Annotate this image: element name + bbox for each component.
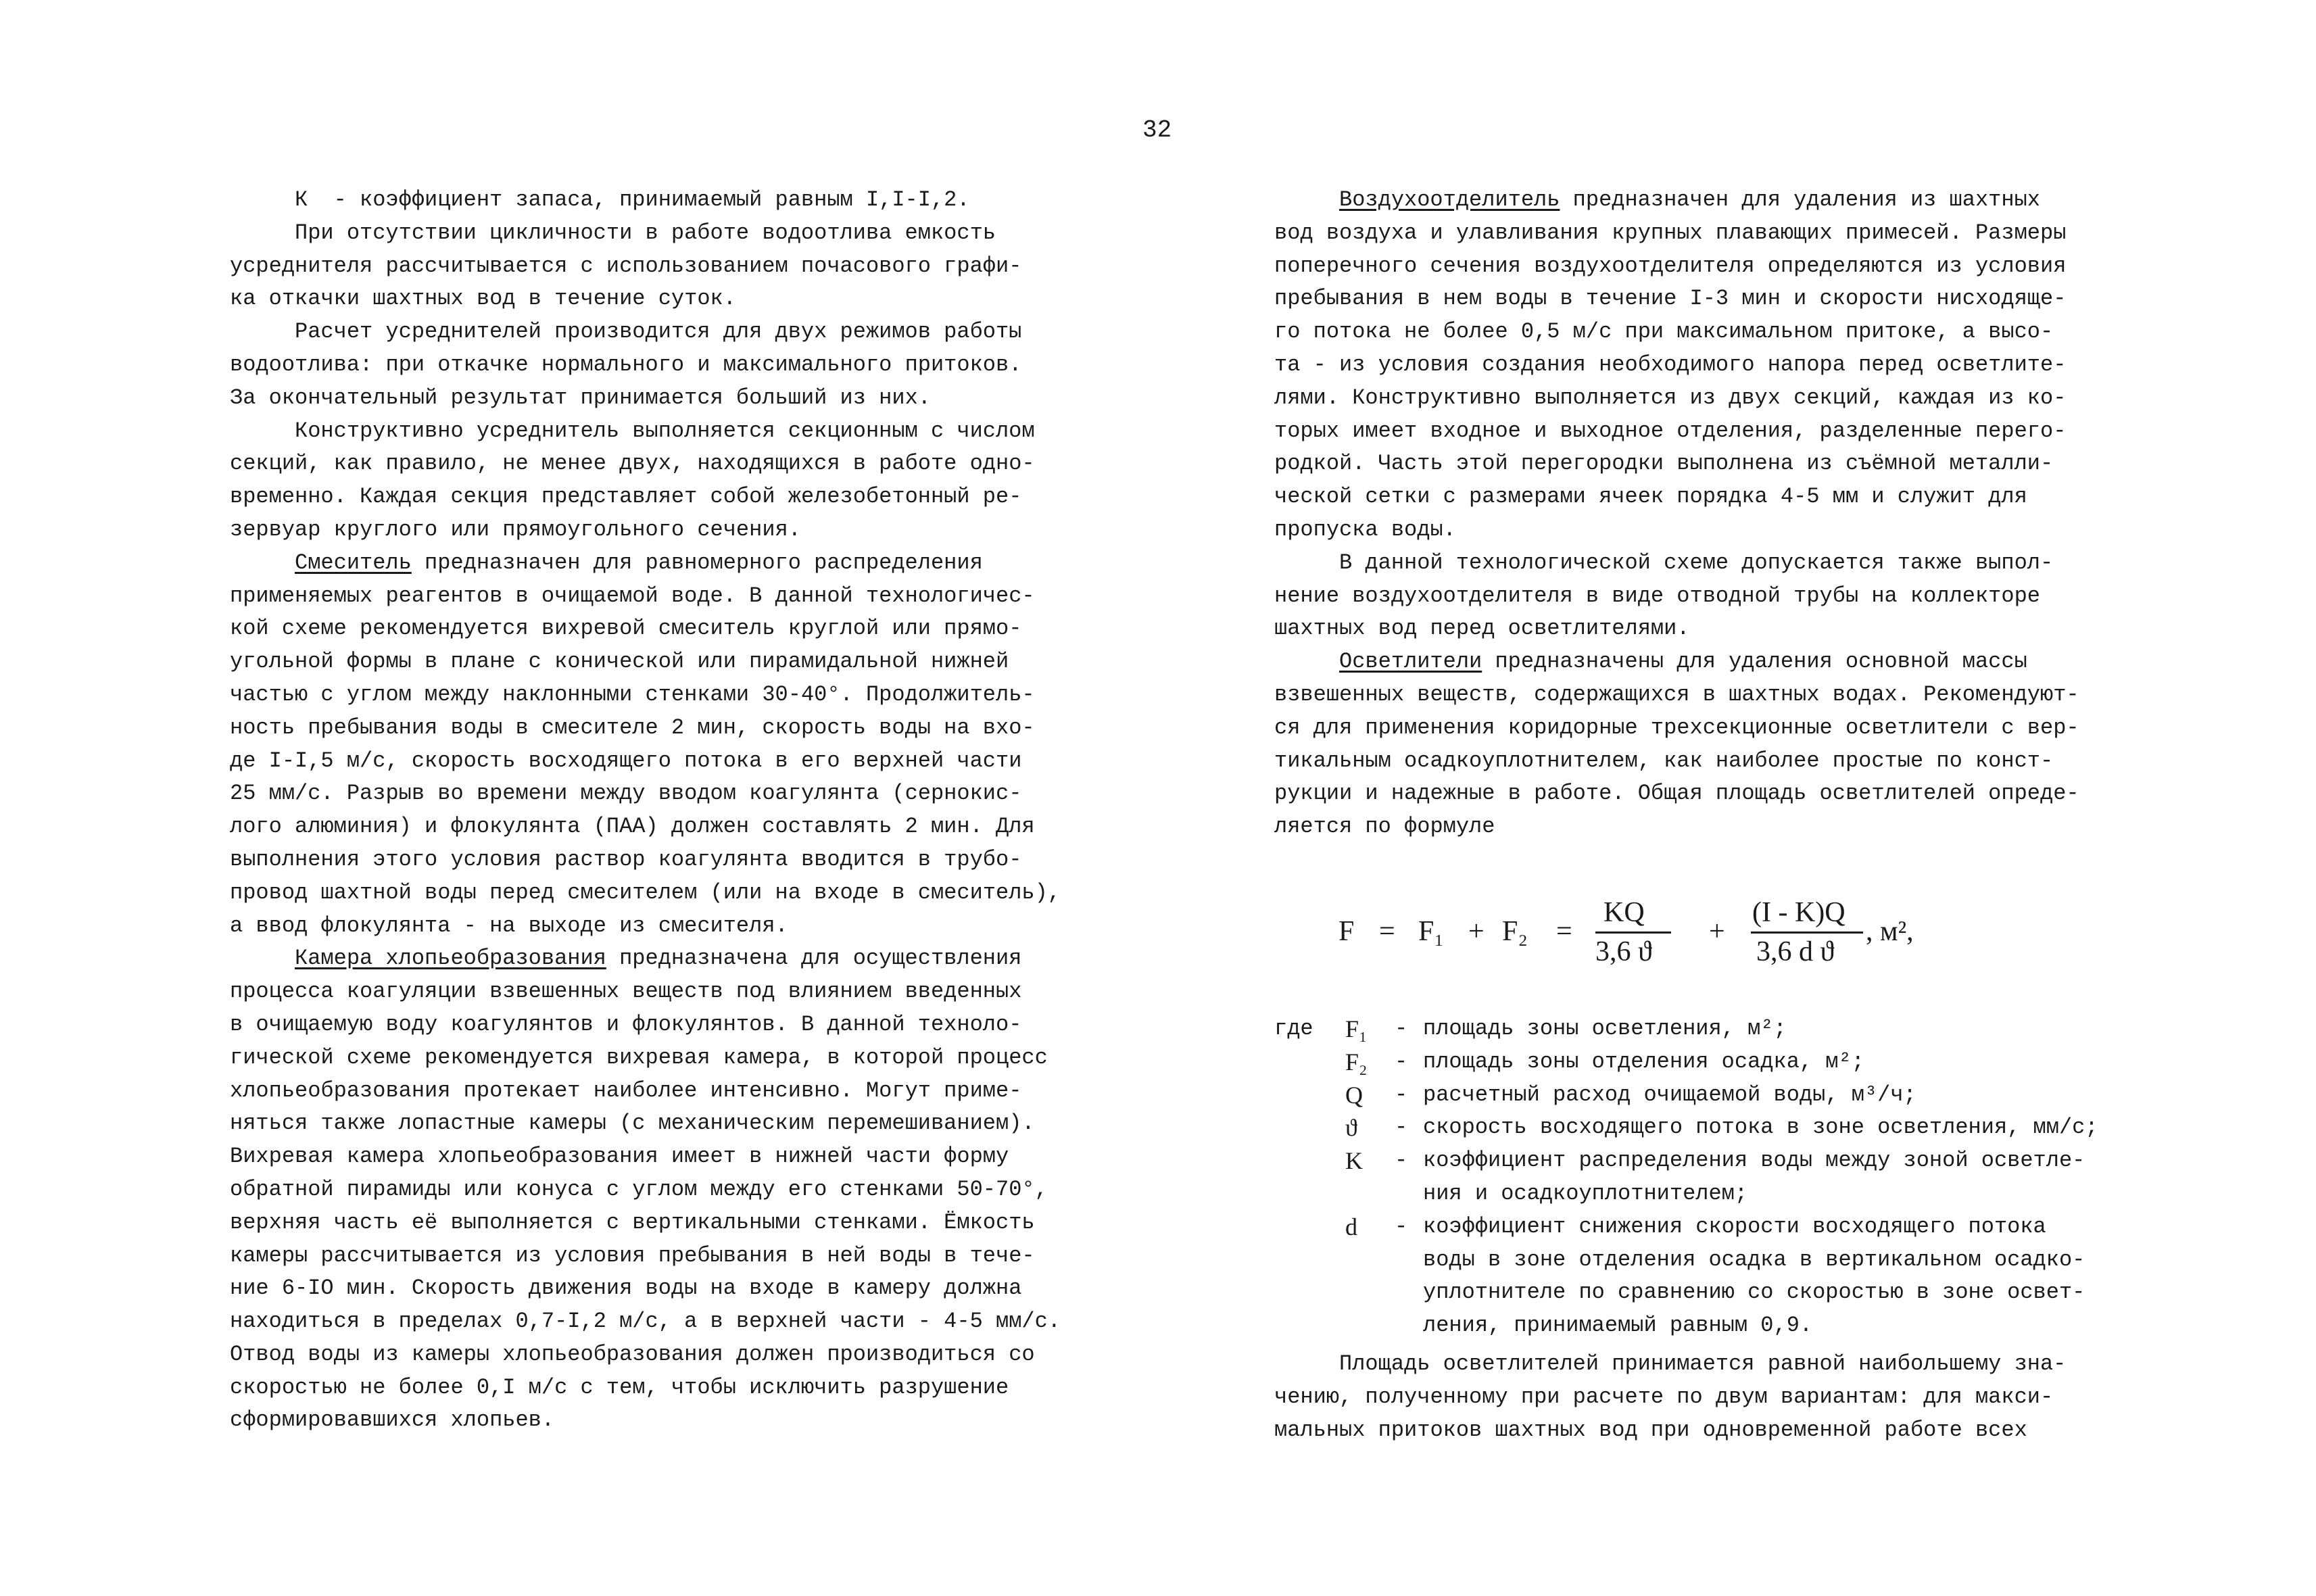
where-item <box>1274 1013 2153 1046</box>
where-item <box>1274 1144 2153 1178</box>
text-line <box>230 1338 1102 1372</box>
line-text: хлопьеобразования протекает наиболее интенсивно. Могут приме- <box>230 1078 1022 1103</box>
line-text: ние 6-IO мин. Скорость движения воды на входе в камеру должна <box>230 1276 1022 1301</box>
where-list <box>1274 1013 2153 1343</box>
text-line <box>1274 580 2150 613</box>
text-line <box>1274 283 2150 316</box>
where-item <box>1274 1244 2153 1277</box>
term-heading: Камера хлопьеобразования <box>295 946 606 971</box>
text-line <box>230 745 1102 778</box>
line-text: лого алюминия) и флокулянта (ПАА) должен составлять 2 мин. Для <box>230 814 1035 840</box>
text-line <box>230 1372 1102 1405</box>
formula-eq1: = <box>1379 916 1395 947</box>
where-definition: воды в зоне отделения осадка в вертикальном осадко- <box>1423 1247 2085 1272</box>
where-definition: площадь зоны осветления, м²; <box>1423 1016 1787 1041</box>
text-line <box>1274 745 2150 778</box>
line-text: предназначена для осуществления <box>606 946 1022 971</box>
line-text: обратной пирамиды или конуса с углом между его стенками 50-70°, <box>230 1176 1048 1202</box>
line-text: временно. Каждая секция представляет собой железобетонный ре- <box>230 484 1022 510</box>
line-text: выполнения этого условия раствор коагулянта вводится в трубо- <box>230 846 1022 872</box>
text-line <box>1274 250 2150 283</box>
where-symbol: F₁ <box>1345 1015 1368 1042</box>
text-line <box>230 877 1102 910</box>
text-line <box>1274 1381 2150 1414</box>
where-dash: - <box>1395 1082 1408 1107</box>
where-symbol: ϑ <box>1345 1114 1357 1142</box>
text-line <box>230 1207 1102 1240</box>
where-dash: - <box>1395 1016 1408 1041</box>
text-line <box>230 547 1102 580</box>
line-text: мальных притоков шахтных вод при одновременной работе всех <box>1274 1417 2027 1443</box>
line-text: верхняя часть её выполняется с вертикальными стенками. Ёмкость <box>230 1209 1035 1235</box>
formula <box>1338 897 2116 988</box>
line-text: скоростью не более 0,I м/с с тем, чтобы исключить разрушение <box>230 1374 1009 1400</box>
text-line <box>1274 448 2150 481</box>
text-line <box>1274 777 2150 811</box>
text-line <box>230 1240 1102 1273</box>
line-text: поперечного сечения воздухоотделителя определяются из условия <box>1274 253 2067 279</box>
term-heading: Осветлители <box>1339 649 1482 675</box>
line-text: вод воздуха и улавливания крупных плавающих примесей. Размеры <box>1274 220 2067 245</box>
term-heading: Смеситель <box>295 550 412 575</box>
text-line <box>230 1305 1102 1338</box>
formula-unit: , м², <box>1866 916 1914 947</box>
line-text: К - коэффициент запаса, принимаемый равным I,I-I,2. <box>295 187 970 212</box>
line-text: рукции и надежные в работе. Общая площадь осветлителей опреде- <box>1274 781 2079 806</box>
line-text: Площадь осветлителей принимается равной наибольшему зна- <box>1339 1351 2067 1376</box>
line-text: сформировавшихся хлопьев. <box>230 1407 555 1433</box>
where-definition: расчетный расход очищаемой воды, м³/ч; <box>1423 1082 1916 1107</box>
line-text: В данной технологической схеме допускается также выпол- <box>1339 550 2054 575</box>
where-dash: - <box>1395 1148 1408 1174</box>
text-line <box>230 184 1102 217</box>
line-text: родкой. Часть этой перегородки выполнена из съёмной металли- <box>1274 451 2054 477</box>
line-text: угольной формы в плане с конической или пирамидальной нижней <box>230 649 1009 675</box>
text-line <box>1274 1414 2150 1447</box>
formula-plus1: + <box>1468 916 1485 947</box>
text-line <box>230 217 1102 250</box>
formula-plus2: + <box>1709 916 1725 947</box>
where-dash: - <box>1395 1048 1408 1074</box>
formula-eq2: = <box>1556 916 1572 947</box>
text-line <box>230 1404 1102 1437</box>
line-text: го потока не более 0,5 м/с при максимальном притоке, а высо- <box>1274 319 2054 345</box>
line-text: усреднителя рассчитывается с использованием почасового графи- <box>230 253 1022 279</box>
line-text: взвешенных веществ, содержащихся в шахтных водах. Рекомендуют- <box>1274 681 2079 707</box>
text-line <box>1274 481 2150 514</box>
text-line <box>1274 316 2150 349</box>
where-item <box>1274 1079 2153 1112</box>
line-text: предназначен для равномерного распределения <box>411 550 983 575</box>
text-line <box>230 1075 1102 1108</box>
line-text: пребывания в нем воды в течение I-3 мин и скорости нисходяще- <box>1274 286 2067 312</box>
text-line <box>1274 382 2150 415</box>
line-text: частью с углом между наклонными стенками 30-40°. Продолжитель- <box>230 681 1035 707</box>
line-text: де I-I,5 м/с, скорость восходящего потока в его верхней части <box>230 748 1022 773</box>
text-line <box>1274 612 2150 646</box>
line-text: тикальным осадкоуплотнителем, как наиболее простые по конст- <box>1274 748 2054 773</box>
text-line <box>230 1107 1102 1140</box>
line-text: 25 мм/с. Разрыв во времени между вводом коагулянта (сернокис- <box>230 781 1022 806</box>
text-line <box>230 316 1102 349</box>
where-dash: - <box>1395 1213 1408 1239</box>
text-line <box>230 1042 1102 1075</box>
text-line <box>230 481 1102 514</box>
line-text: та - из условия создания необходимого напора перед осветлите- <box>1274 352 2067 377</box>
where-dash: - <box>1395 1115 1408 1140</box>
text-line <box>230 1174 1102 1207</box>
closing-paragraph <box>1274 1348 2150 1447</box>
text-line <box>230 975 1102 1009</box>
where-definition: ния и осадкоуплотнителем; <box>1423 1180 1748 1206</box>
text-line <box>1274 184 2150 217</box>
line-text: лями. Конструктивно выполняется из двух секций, каждая из ко- <box>1274 385 2067 410</box>
text-line <box>230 349 1102 382</box>
text-line <box>230 612 1102 646</box>
text-line <box>1274 547 2150 580</box>
text-line <box>1274 217 2150 250</box>
line-text: шахтных вод перед осветлителями. <box>1274 616 1690 642</box>
line-text: пропуска воды. <box>1274 516 1456 542</box>
line-text: зервуар круглого или прямоугольного сечения. <box>230 516 801 542</box>
line-text: в очищаемую воду коагулянтов и флокулянтов. В данной техноло- <box>230 1011 1022 1037</box>
where-symbol: F₂ <box>1345 1048 1368 1075</box>
where-definition: коэффициент распределения воды между зоной осветле- <box>1423 1148 2085 1174</box>
text-line <box>230 777 1102 811</box>
text-line <box>1274 679 2150 712</box>
line-text: камеры рассчитывается из условия пребывания в ней воды в тече- <box>230 1242 1035 1268</box>
where-definition: площадь зоны отделения осадка, м²; <box>1423 1048 1864 1074</box>
line-text: Расчет усреднителей производится для двух режимов работы <box>295 319 1022 345</box>
line-text: находиться в пределах 0,7-I,2 м/с, а в верхней части - 4-5 мм/с. <box>230 1309 1061 1334</box>
where-item <box>1274 1309 2153 1343</box>
text-line <box>1274 646 2150 679</box>
right-column <box>1274 184 2150 844</box>
text-line <box>230 1009 1102 1042</box>
text-line <box>1274 514 2150 547</box>
where-item <box>1274 1276 2153 1309</box>
line-text: За окончательный результат принимается больший из них. <box>230 385 931 410</box>
formula-frac2-den: 3,6 d ϑ <box>1756 936 1835 967</box>
line-text: гической схеме рекомендуется вихревая камера, в которой процесс <box>230 1044 1048 1070</box>
where-symbol: Q <box>1345 1081 1363 1109</box>
where-definition: скорость восходящего потока в зоне осветления, мм/с; <box>1423 1115 2098 1140</box>
where-symbol: d <box>1345 1213 1357 1240</box>
text-line <box>230 448 1102 481</box>
where-definition: коэффициент снижения скорости восходящего потока <box>1423 1213 2046 1239</box>
text-line <box>1274 1348 2150 1381</box>
line-text: ляется по формуле <box>1274 814 1495 840</box>
where-item <box>1274 1211 2153 1244</box>
text-line <box>230 712 1102 745</box>
formula-f1: F₁ <box>1418 916 1445 947</box>
line-text: провод шахтной воды перед смесителем (или на входе в смеситель), <box>230 879 1061 905</box>
line-text: водоотлива: при откачке нормального и максимального притоков. <box>230 352 1022 377</box>
line-text: секций, как правило, не менее двух, находящихся в работе одно- <box>230 451 1035 477</box>
line-text: ся для применения коридорные трехсекционные осветлители с вер- <box>1274 715 2079 740</box>
text-line <box>1274 811 2150 844</box>
text-line <box>230 250 1102 283</box>
text-line <box>230 580 1102 613</box>
where-definition: ления, принимаемый равным 0,9. <box>1423 1313 1813 1338</box>
text-line <box>230 1140 1102 1174</box>
line-text: кой схеме рекомендуется вихревой смеситель круглой или прямо- <box>230 616 1022 642</box>
text-line <box>230 1272 1102 1305</box>
text-line <box>1274 349 2150 382</box>
line-text: При отсутствии цикличности в работе водоотлива емкость <box>295 220 996 245</box>
text-line <box>230 942 1102 975</box>
text-line <box>230 679 1102 712</box>
formula-f2: F₂ <box>1502 916 1528 947</box>
left-column <box>230 184 1102 1437</box>
line-text: нение воздухоотделителя в виде отводной трубы на коллекторе <box>1274 583 2040 608</box>
where-definition: уплотнителе по сравнению со скоростью в зоне освет- <box>1423 1280 2085 1305</box>
text-line <box>230 415 1102 448</box>
line-text: чению, полученному при расчете по двум вариантам: для макси- <box>1274 1384 2054 1409</box>
where-item <box>1274 1046 2153 1079</box>
term-heading: Воздухоотделитель <box>1339 187 1560 212</box>
line-text: Конструктивно усреднитель выполняется секционным с числом <box>295 418 1035 443</box>
text-line <box>1274 415 2150 448</box>
text-line <box>230 646 1102 679</box>
line-text: предназначены для удаления основной массы <box>1482 649 2027 675</box>
line-text: процесса коагуляции взвешенных веществ под влиянием введенных <box>230 979 1022 1005</box>
formula-frac2-bar <box>1751 932 1863 934</box>
page-number: 32 <box>1142 116 1172 144</box>
text-line <box>230 283 1102 316</box>
line-text: торых имеет входное и выходное отделения, разделенные перего- <box>1274 418 2067 443</box>
formula-frac1-bar <box>1595 932 1671 934</box>
line-text: Вихревая камера хлопьеобразования имеет в нижней части форму <box>230 1144 1009 1169</box>
text-line <box>230 382 1102 415</box>
text-line <box>230 514 1102 547</box>
formula-lhs: F <box>1338 916 1355 947</box>
text-line <box>230 844 1102 877</box>
line-text: Отвод воды из камеры хлопьеобразования должен производиться со <box>230 1341 1035 1367</box>
line-text: а ввод флокулянта - на выходе из смесителя. <box>230 913 788 938</box>
formula-frac2-num: (I - K)Q <box>1752 897 1845 928</box>
formula-frac1-num: KQ <box>1603 897 1645 928</box>
where-label: где <box>1274 1016 1313 1041</box>
line-text: ка откачки шахтных вод в течение суток. <box>230 286 736 312</box>
where-item <box>1274 1111 2153 1144</box>
line-text: ческой сетки с размерами ячеек порядка 4-5 мм и служит для <box>1274 484 2027 510</box>
text-line <box>230 811 1102 844</box>
text-line <box>1274 712 2150 745</box>
line-text: предназначен для удаления из шахтных <box>1560 187 2040 212</box>
where-symbol: K <box>1345 1147 1363 1175</box>
line-text: ность пребывания воды в смесителе 2 мин, скорость воды на вхо- <box>230 715 1035 740</box>
line-text: применяемых реагентов в очищаемой воде. В данной технологичес- <box>230 583 1035 608</box>
formula-frac1-den: 3,6 ϑ <box>1595 936 1652 967</box>
text-line <box>230 910 1102 943</box>
where-item <box>1274 1178 2153 1211</box>
line-text: няться также лопастные камеры (с механическим перемешиванием). <box>230 1111 1035 1136</box>
